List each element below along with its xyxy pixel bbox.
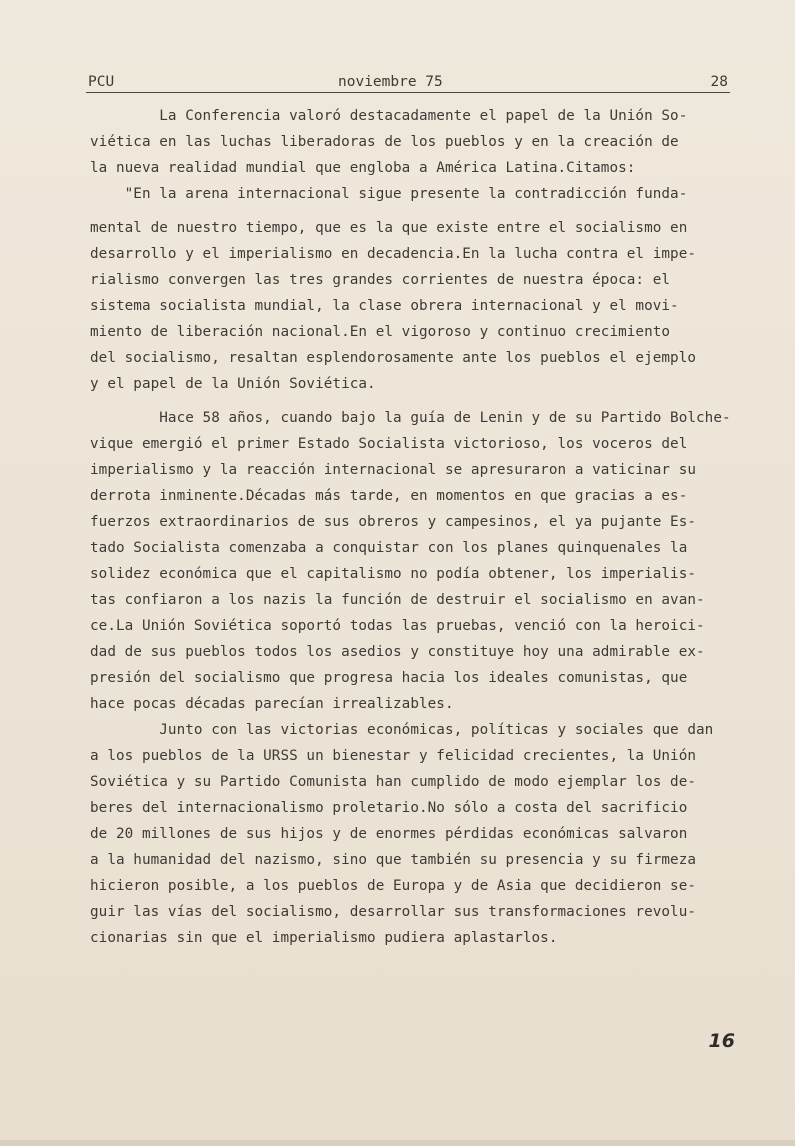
text-line: imperialismo y la reacción internacional se apresuraron a vaticinar su (90, 462, 697, 478)
text-line: La Conferencia valoró destacadamente el papel de la Unión So- (90, 108, 688, 124)
text-line: a la humanidad del nazismo, sino que también su presencia y su firmeza (90, 852, 697, 868)
page-header (88, 74, 728, 94)
text-line: miento de liberación nacional.En el vigoroso y continuo crecimiento (90, 324, 671, 340)
page-bottom-edge (0, 1140, 795, 1146)
text-line: cionarias sin que el imperialismo pudiera aplastarlos. (90, 930, 558, 946)
text-line: rialismo convergen las tres grandes corrientes de nuestra época: el (90, 272, 671, 288)
text-line: desarrollo y el imperialismo en decadencia.En la lucha contra el impe- (90, 246, 697, 262)
text-line: vique emergió el primer Estado Socialista victorioso, los voceros del (90, 436, 688, 452)
text-line: Junto con las victorias económicas, políticas y sociales que dan (90, 722, 714, 738)
text-line: beres del internacionalismo proletario.No sólo a costa del sacrificio (90, 800, 688, 816)
text-line: la nueva realidad mundial que engloba a América Latina.Citamos: (90, 160, 636, 176)
text-line: de 20 millones de sus hijos y de enormes pérdidas económicas salvaron (90, 826, 688, 842)
page-number: 16 (708, 1030, 735, 1052)
text-line: presión del socialismo que progresa hacia los ideales comunistas, que (90, 670, 688, 686)
text-line: y el papel de la Unión Soviética. (90, 376, 376, 392)
text-line: guir las vías del socialismo, desarrollar sus transformaciones revolu- (90, 904, 697, 920)
text-line: Soviética y su Partido Comunista han cumplido de modo ejemplar los de- (90, 774, 697, 790)
text-line: dad de sus pueblos todos los asedios y constituye hoy una admirable ex- (90, 644, 705, 660)
text-line: derrota inminente.Décadas más tarde, en momentos en que gracias a es- (90, 488, 688, 504)
text-line: solidez económica que el capitalismo no podía obtener, los imperialis- (90, 566, 697, 582)
text-line: hace pocas décadas parecían irrealizables. (90, 696, 454, 712)
header-publication: PCU (88, 74, 115, 90)
body-text (90, 103, 740, 951)
header-rule (86, 92, 730, 93)
text-line: Hace 58 años, cuando bajo la guía de Lenin y de su Partido Bolche- (90, 410, 731, 426)
text-line: tas confiaron a los nazis la función de destruir el socialismo en avan- (90, 592, 705, 608)
text-line: tado Socialista comenzaba a conquistar con los planes quinquenales la (90, 540, 688, 556)
header-date: noviembre 75 (338, 74, 443, 90)
text-line: "En la arena internacional sigue presente la contradicción funda- (90, 186, 688, 202)
header-page-code: 28 (710, 74, 728, 90)
text-line: a los pueblos de la URSS un bienestar y felicidad crecientes, la Unión (90, 748, 697, 764)
text-line: mental de nuestro tiempo, que es la que existe entre el socialismo en (90, 220, 688, 236)
text-line: hicieron posible, a los pueblos de Europa y de Asia que decidieron se- (90, 878, 697, 894)
text-line: ce.La Unión Soviética soportó todas las pruebas, venció con la heroici- (90, 618, 705, 634)
text-line: fuerzos extraordinarios de sus obreros y campesinos, el ya pujante Es- (90, 514, 697, 530)
text-line: sistema socialista mundial, la clase obrera internacional y el movi- (90, 298, 679, 314)
text-line: viética en las luchas liberadoras de los pueblos y en la creación de (90, 134, 679, 150)
text-line: del socialismo, resaltan esplendorosamente ante los pueblos el ejemplo (90, 350, 697, 366)
